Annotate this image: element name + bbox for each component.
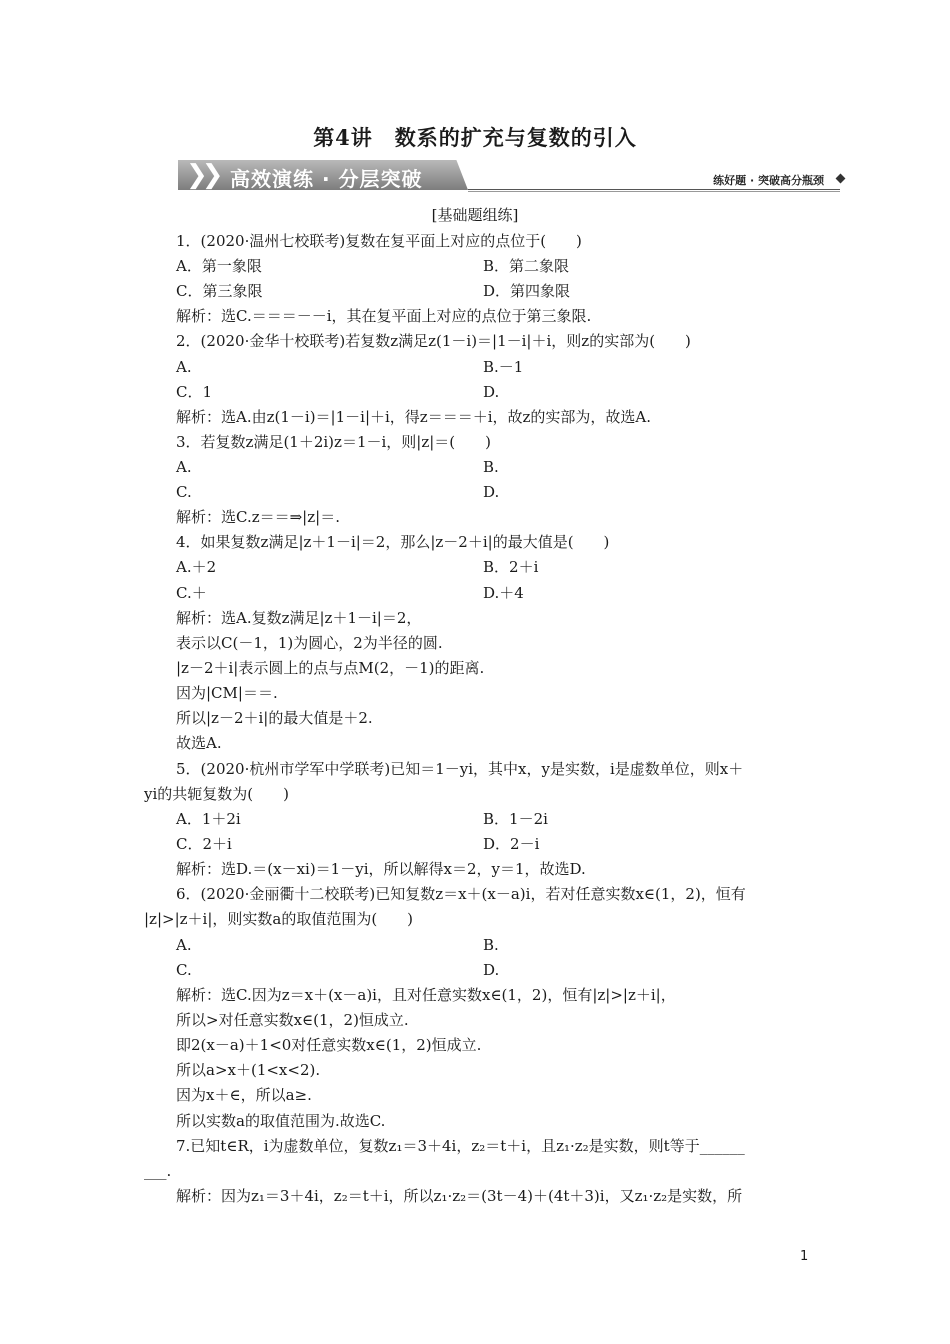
option-d: D．2－i bbox=[483, 835, 540, 853]
solution-7: 解析：因为z₁＝3＋4i，z₂＝t＋i，所以z₁·z₂＝(3t－4)＋(4t＋3)i，又z₁·z₂是实数，所 bbox=[176, 1187, 743, 1205]
solution-6-line: 因为x＋∈，所以a≥. bbox=[176, 1086, 312, 1104]
option-a: A．1＋2i bbox=[176, 810, 241, 828]
question-6: 6．(2020·金丽衢十二校联考)已知复数z＝x＋(x－a)i，若对任意实数x∈(1，2)，恒有 bbox=[176, 885, 746, 903]
diamond-icon bbox=[836, 174, 846, 184]
question-5: 5．(2020·杭州市学军中学联考)已知＝1－yi，其中x，y是实数，i是虚数单位，则x＋ bbox=[176, 760, 744, 778]
option-c: C. bbox=[176, 483, 192, 501]
option-a: A. bbox=[176, 358, 192, 376]
question-6-continued: |z|>|z＋i|，则实数a的取值范围为( ) bbox=[144, 910, 414, 928]
option-d: D.＋4 bbox=[483, 584, 524, 602]
solution-4-line: |z－2＋i|表示圆上的点与点M(2，－1)的距离. bbox=[176, 659, 485, 677]
option-d: D. bbox=[483, 383, 500, 401]
solution-3: 解析：选C.z＝＝⇒|z|＝. bbox=[176, 508, 340, 526]
solution-6-line: 解析：选C.因为z＝x＋(x－a)i，且对任意实数x∈(1，2)，恒有|z|>|z＋i|， bbox=[176, 986, 676, 1004]
option-a: A. bbox=[176, 458, 192, 476]
option-c: C．第三象限 bbox=[176, 282, 263, 300]
option-b: B．1－2i bbox=[483, 810, 548, 828]
option-d: D．第四象限 bbox=[483, 282, 571, 300]
solution-4-line: 所以|z－2＋i|的最大值是＋2. bbox=[176, 709, 373, 727]
question-4: 4．如果复数z满足|z＋1－i|＝2，那么|z－2＋i|的最大值是( ) bbox=[176, 533, 610, 551]
option-c: C. bbox=[176, 961, 192, 979]
banner-rule-secondary bbox=[468, 191, 840, 192]
option-a: A.＋2 bbox=[176, 558, 217, 576]
option-d: D. bbox=[483, 961, 500, 979]
solution-4-line: 因为|CM|＝＝. bbox=[176, 684, 278, 702]
option-c: C．2＋i bbox=[176, 835, 232, 853]
option-b: B. bbox=[483, 936, 499, 954]
question-5-continued: yi的共轭复数为( ) bbox=[144, 785, 289, 803]
page-title: 第4讲 数系的扩充与复数的引入 bbox=[313, 125, 637, 150]
question-3: 3．若复数z满足(1＋2i)z＝1－i，则|z|＝( ) bbox=[176, 433, 491, 451]
chevron-right-icon: ❯❯ bbox=[186, 160, 218, 190]
section-heading: [基础题组练] bbox=[431, 206, 519, 224]
solution-2: 解析：选A.由z(1－i)＝|1－i|＋i，得z＝＝＝＋i，故z的实部为，故选A. bbox=[176, 408, 652, 426]
solution-5: 解析：选D.＝(x－xi)＝1－yi，所以解得x＝2，y＝1，故选D. bbox=[176, 860, 586, 878]
page-number: 1 bbox=[800, 1249, 809, 1264]
solution-4-line: 表示以C(－1，1)为圆心，2为半径的圆. bbox=[176, 634, 443, 652]
solution-6-line: 所以a>x＋(1<x<2). bbox=[176, 1061, 321, 1079]
solution-6-line: 即2(x－a)＋1<0对任意实数x∈(1，2)恒成立. bbox=[176, 1036, 482, 1054]
question-7: 7.已知t∈R，i为虚数单位，复数z₁＝3＋4i，z₂＝t＋i，且z₁·z₂是实数，则t等于______ bbox=[176, 1137, 745, 1155]
banner-rule bbox=[468, 189, 840, 190]
option-c: C．1 bbox=[176, 383, 213, 401]
question-2: 2．(2020·金华十校联考)若复数z满足z(1－i)＝|1－i|＋i，则z的实部为( ) bbox=[176, 332, 691, 350]
option-b: B. bbox=[483, 458, 499, 476]
solution-6-line: 所以>对任意实数x∈(1，2)恒成立. bbox=[176, 1011, 409, 1029]
banner-subtitle: 练好题 · 突破高分瓶颈 bbox=[713, 174, 824, 187]
solution-4-line: 故选A. bbox=[176, 734, 222, 752]
solution-1: 解析：选C.＝＝＝－－i，其在复平面上对应的点位于第三象限. bbox=[176, 307, 592, 325]
option-a: A．第一象限 bbox=[176, 257, 262, 275]
question-7-continued: ___. bbox=[144, 1162, 172, 1180]
banner-text: 高效演练 · 分层突破 bbox=[230, 167, 423, 191]
option-b: B．2＋i bbox=[483, 558, 539, 576]
section-banner bbox=[178, 160, 846, 194]
option-b: B．第二象限 bbox=[483, 257, 570, 275]
solution-4-line: 解析：选A.复数z满足|z＋1－i|＝2， bbox=[176, 609, 422, 627]
option-a: A. bbox=[176, 936, 192, 954]
question-1: 1．(2020·温州七校联考)复数在复平面上对应的点位于( ) bbox=[176, 232, 582, 250]
option-d: D. bbox=[483, 483, 500, 501]
option-c: C.＋ bbox=[176, 584, 207, 602]
option-b: B.－1 bbox=[483, 358, 524, 376]
solution-6-line: 所以实数a的取值范围为.故选C. bbox=[176, 1112, 386, 1130]
